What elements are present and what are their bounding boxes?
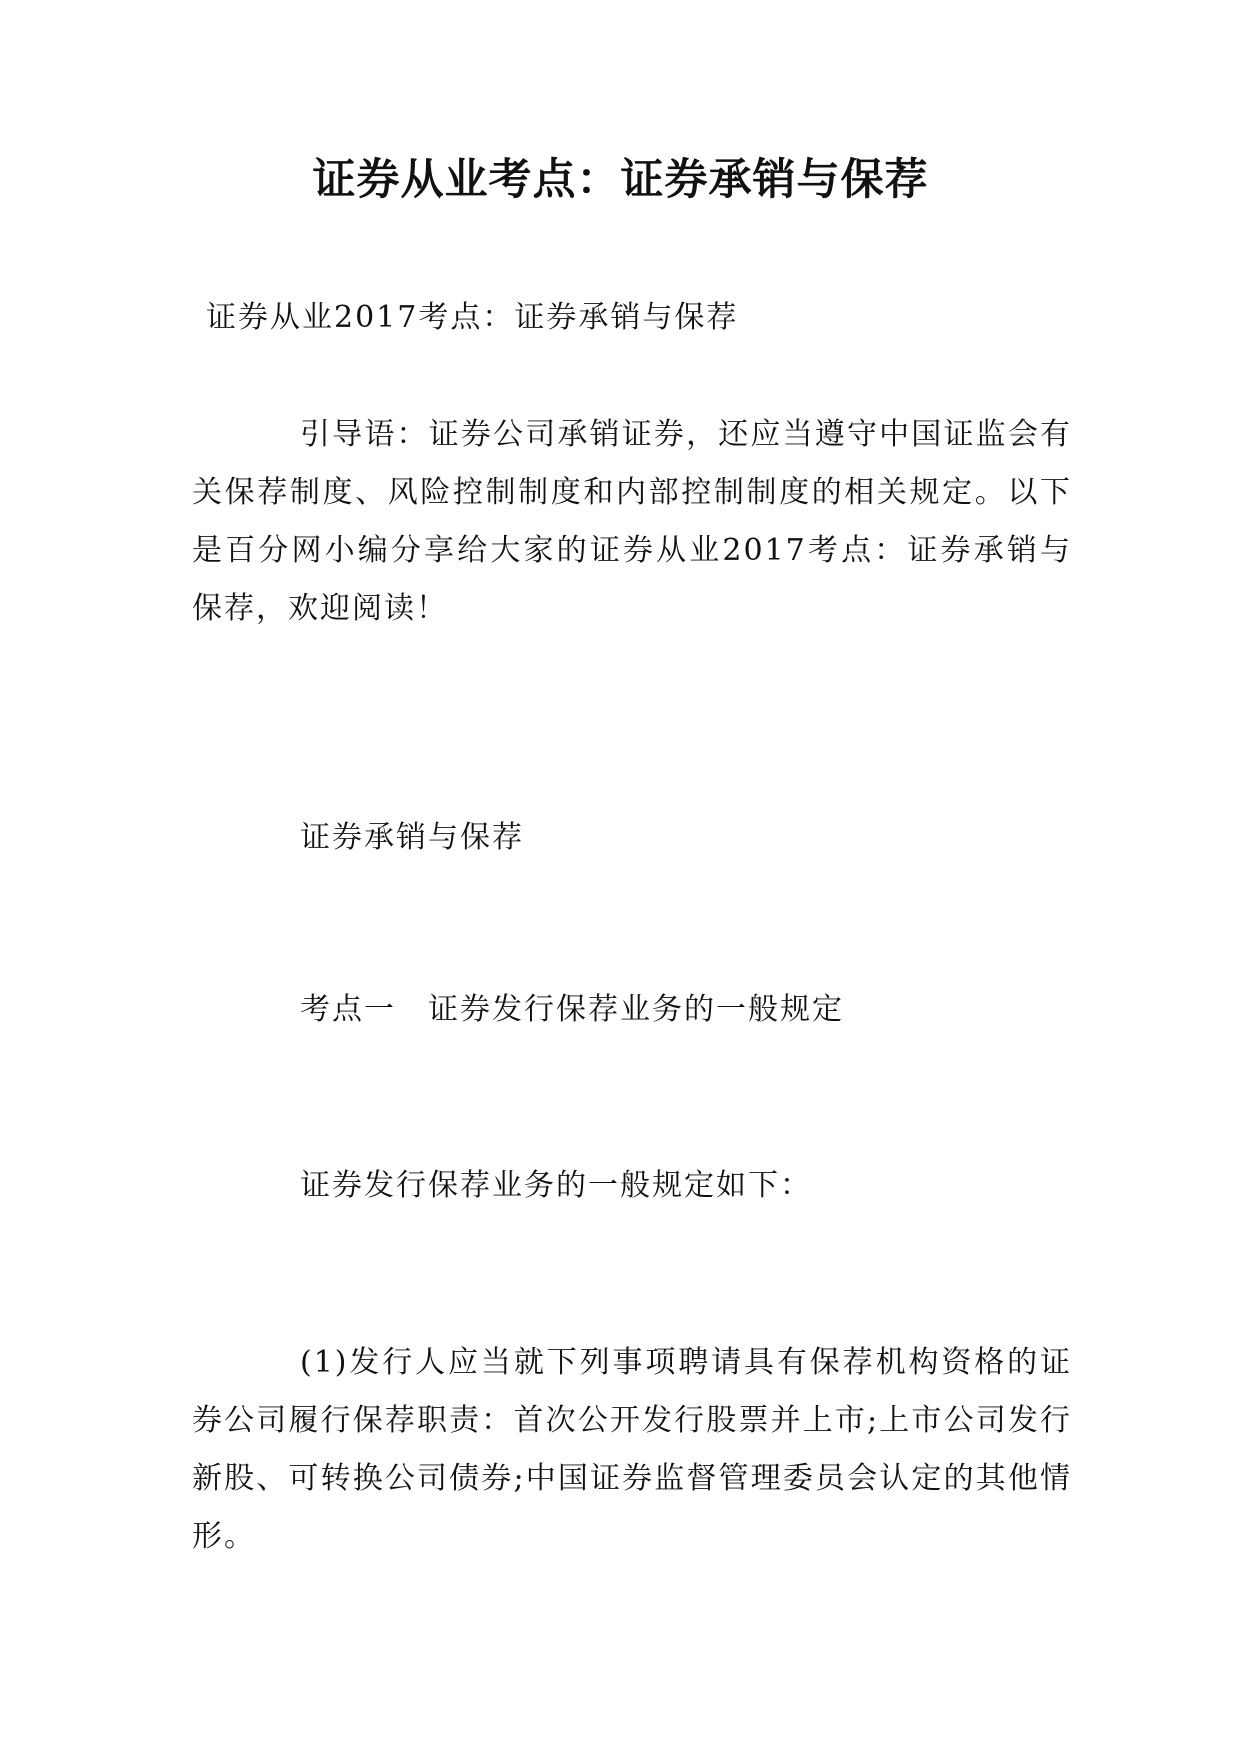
document-title: 证券从业考点：证券承销与保荐 (312, 155, 929, 205)
point-intro: 证券发行保荐业务的一般规定如下： (300, 1168, 812, 1203)
point-heading: 考点一 证券发行保荐业务的一般规定 (300, 992, 844, 1027)
document-subtitle: 证券从业2017考点：证券承销与保荐 (206, 300, 739, 335)
section-heading: 证券承销与保荐 (300, 820, 524, 855)
intro-paragraph: 引导语：证券公司承销证券，还应当遵守中国证监会有关保荐制度、风险控制制度和内部控制制度的相关规定。以下是百分网小编分享给大家的证券从业2017考点：证券承销与保荐，欢迎阅读！ (192, 417, 1072, 626)
item-1-paragraph: (1)发行人应当就下列事项聘请具有保荐机构资格的证券公司履行保荐职责：首次公开发行股票并上市;上市公司发行新股、可转换公司债券;中国证券监督管理委员会认定的其他情形。 (192, 1345, 1072, 1554)
